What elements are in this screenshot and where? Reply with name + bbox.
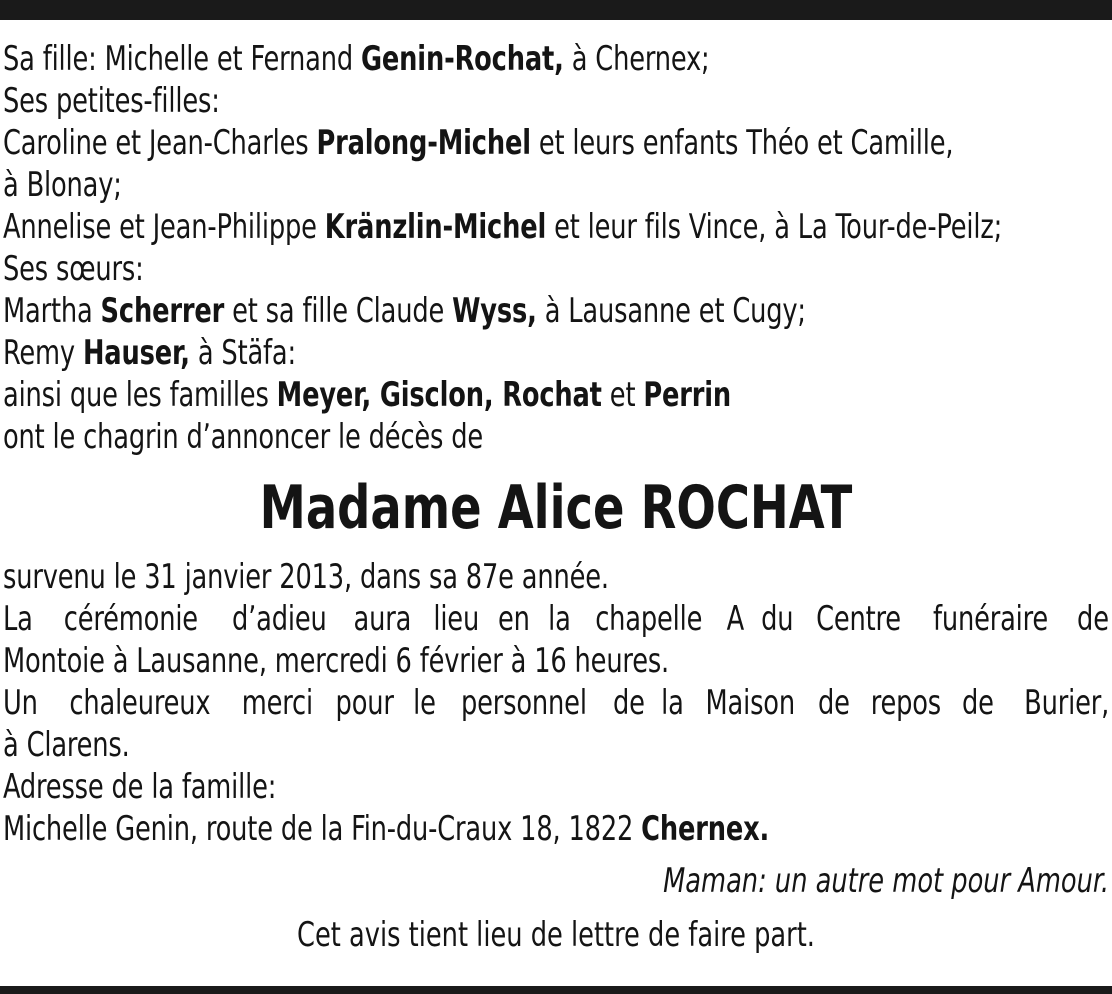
family-line-1: Sa fille: Michelle et Fernand Genin-Rochat, à Chernex; xyxy=(3,39,710,79)
details-line-5: à Clarens. xyxy=(3,725,130,765)
details-line-6: Adresse de la famille: xyxy=(3,767,277,807)
word: de xyxy=(961,683,994,723)
word: lieu xyxy=(433,599,479,639)
word: de xyxy=(1077,599,1109,639)
word: repos xyxy=(870,683,941,723)
family-line-5: Annelise et Jean-Philippe Kränzlin-Michel et leur fils Vince, à La Tour-de-Peilz; xyxy=(3,207,1003,247)
family-line-4: à Blonay; xyxy=(3,165,122,205)
details-line-2 xyxy=(3,598,1109,640)
word: cérémonie xyxy=(63,599,198,639)
word: la xyxy=(661,683,684,723)
word: de xyxy=(817,683,850,723)
bottom-rule xyxy=(0,986,1112,994)
family-line-7: Martha Scherrer et sa fille Claude Wyss, à Lausanne et Cugy; xyxy=(3,291,806,331)
word: Burier, xyxy=(1023,683,1109,723)
details-line-7: Michelle Genin, route de la Fin-du-Craux 18, 1822 Chernex. xyxy=(3,809,770,849)
family-line-6: Ses sœurs: xyxy=(3,249,144,289)
family-line-9: ainsi que les familles Meyer, Gisclon, Rochat et Perrin xyxy=(3,375,732,415)
word: en xyxy=(498,599,531,639)
family-line-2: Ses petites-filles: xyxy=(3,81,220,121)
word: Un xyxy=(3,683,38,723)
word: funéraire xyxy=(932,599,1048,639)
word: personnel xyxy=(461,683,587,723)
word: Maison xyxy=(705,683,796,723)
word: aura xyxy=(353,599,411,639)
word: la xyxy=(547,599,571,639)
word: chapelle xyxy=(594,599,703,639)
word: merci xyxy=(241,683,313,723)
word: d’adieu xyxy=(231,599,327,639)
details-line-1: survenu le 31 janvier 2013, dans sa 87e année. xyxy=(3,557,609,597)
obituary-notice xyxy=(3,38,1109,956)
deceased-name: Madame Alice ROCHAT xyxy=(259,473,853,543)
word: de xyxy=(613,683,645,723)
details-line-3: Montoie à Lausanne, mercredi 6 février à 16 heures. xyxy=(3,641,670,681)
word: A xyxy=(726,599,744,639)
word: pour xyxy=(336,683,395,723)
word: La xyxy=(3,599,33,639)
quote-line: Maman: un autre mot pour Amour. xyxy=(663,861,1109,901)
word: Centre xyxy=(816,599,902,639)
details-line-4 xyxy=(3,682,1109,724)
word: chaleureux xyxy=(68,683,210,723)
word: le xyxy=(413,683,436,723)
family-line-3: Caroline et Jean-Charles Pralong-Michel et leurs enfants Théo et Camille, xyxy=(3,123,954,163)
word: du xyxy=(760,599,793,639)
closing-line: Cet avis tient lieu de lettre de faire part. xyxy=(297,915,815,955)
family-line-8: Remy Hauser, à Stäfa: xyxy=(3,333,297,373)
family-line-10: ont le chagrin d’annoncer le décès de xyxy=(3,417,484,457)
top-rule xyxy=(0,0,1112,20)
